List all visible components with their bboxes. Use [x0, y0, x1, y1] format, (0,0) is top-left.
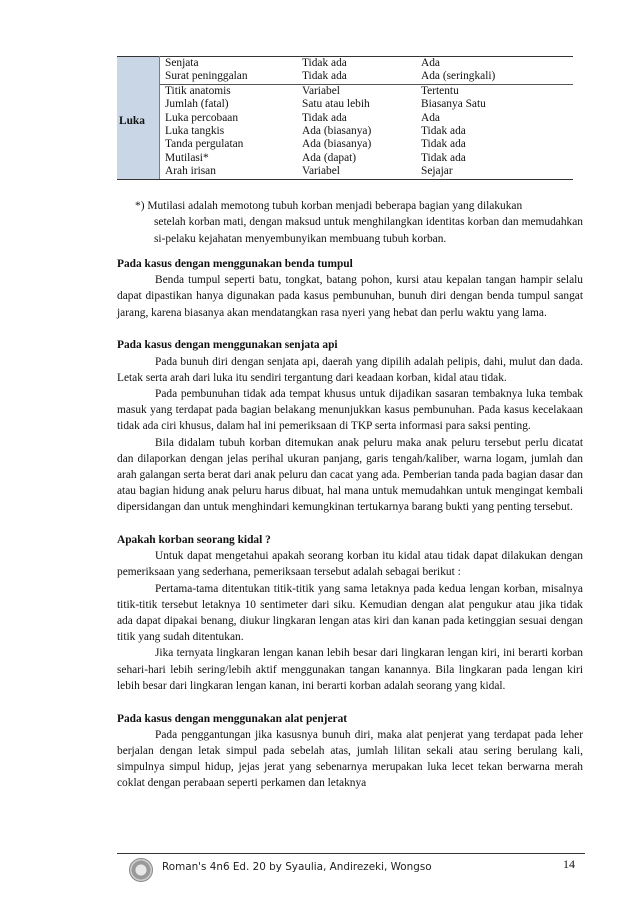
- table-row: [117, 70, 573, 84]
- table-row: [117, 57, 573, 71]
- paragraph: Pada bunuh diri dengan senjata api, daerah yang dipilih adalah pelipis, dahi, mulut dan dada. Letak serta arah dari luka itu sendiri tergantung dari keadaan korban, kidal atau tidak.: [117, 355, 583, 384]
- table-cell: Senjata: [160, 57, 298, 71]
- table-cell: Tertentu: [421, 84, 459, 97]
- table-cell: Jumlah (fatal): [165, 98, 229, 111]
- section-firearm: [117, 337, 583, 515]
- table-row: [117, 98, 573, 111]
- table-cell: Tidak ada: [421, 125, 466, 138]
- comparison-table: [117, 56, 573, 180]
- mutilation-footnote: [135, 198, 583, 247]
- section-blunt-object: [117, 256, 583, 321]
- table-row: [117, 125, 573, 138]
- table-row: [117, 84, 573, 98]
- table-cell: Arah irisan: [160, 165, 298, 179]
- table-cell: Surat peninggalan: [160, 70, 298, 84]
- seal-logo-icon: [129, 858, 153, 882]
- section-heading: Pada kasus dengan menggunakan alat penjerat: [117, 712, 348, 725]
- paragraph: Pada penggantungan jika kasusnya bunuh diri, maka alat penjerat yang terdapat pada leher berjalan dengan letak simpul pada sebelah atas, jumlah lilitan sekali atau sering berulang kali, simpulnya simpul hidup, jejas jerat yang sebenarnya merupakan luka lecet tekan berwarna merah coklat dengan perabaan seperti perkamen dan letaknya: [117, 728, 583, 790]
- section-left-handed: [117, 532, 583, 694]
- section-heading: Pada kasus dengan menggunakan senjata api: [117, 339, 338, 352]
- table-cell: Luka percobaan: [165, 111, 239, 124]
- table-cell: Tidak ada: [297, 57, 416, 71]
- table-cell: Ada: [421, 111, 440, 124]
- section-strangulation: [117, 711, 583, 792]
- table-cell: Biasanya Satu: [421, 98, 486, 111]
- footer-divider: [117, 853, 585, 854]
- table-cell: Satu atau lebih: [302, 98, 370, 111]
- table-cell: Ada (biasanya): [302, 125, 372, 138]
- table-cell: Ada (seringkali): [416, 70, 573, 84]
- table-cell: Ada: [416, 57, 573, 71]
- paragraph: Pertama-tama ditentukan titik-titik yang sama letaknya pada kedua lengan korban, misalnya titik-titik tersebut letaknya 10 sentimeter dari siku. Kemudian dengan alat pengukur atau jika tidak ada dapat dipakai benang, diukur lingkaran lengan atas kiri dan kanan pada ketinggian sesuai dengan titik yang sudah ditentukan.: [117, 582, 583, 644]
- table-cell: Tanda pergulatan: [165, 138, 244, 151]
- section-heading: Pada kasus dengan menggunakan benda tumpul: [117, 258, 353, 270]
- footnote-continuation: setelah korban mati, dengan maksud untuk menghilangkan identitas korban dan memudahkan si-pelaku kejahatan menyembunyikan membuang tubuh korban.: [154, 216, 583, 245]
- table-row: [117, 112, 573, 125]
- paragraph: Bila didalam tubuh korban ditemukan anak peluru maka anak peluru tersebut perlu dicatat dan dilaporkan dengan jelas perihal ukuran panjang, garis tengah/kaliber, warna logam, jumlah dan arah galangan serta berat dari anak peluru dan cacat yang ada. Pemberian tanda pada bagian dasar dan atau bagian hidung anak peluru harus dibuat, hal mana untuk memudahkan untuk mengingat kembali dipersidangan dan untuk menghindari kemungkinan tertukarnya barang bukti yang penting tersebut.: [117, 436, 583, 514]
- table-cell: Tidak ada: [297, 70, 416, 84]
- table-cell: Variabel: [302, 84, 340, 97]
- table-row: [117, 138, 573, 151]
- table-row: [117, 165, 573, 179]
- table-cell: Titik anatomis: [165, 84, 231, 97]
- footer-credit: Roman's 4n6 Ed. 20 by Syaulia, Andirezeki, Wongso: [162, 861, 432, 873]
- table-cell: Variabel: [297, 165, 416, 179]
- table-cell: Mutilasi*: [165, 151, 209, 164]
- table-cell: Luka tangkis: [165, 125, 225, 138]
- table-cell: Sejajar: [416, 165, 573, 179]
- paragraph: Untuk dapat mengetahui apakah seorang korban itu kidal atau tidak dapat dilakukan dengan pemeriksaan yang sederhana, pemeriksaan tersebut adalah sebagai berikut :: [117, 550, 583, 579]
- table-cell: Tidak ada: [421, 151, 466, 164]
- paragraph: Benda tumpul seperti batu, tongkat, batang pohon, kursi atau kepalan tangan hampir selalu dapat dipastikan hanya digunakan pada kasus pembunuhan, bunuh diri dengan benda tumpul sangat jarang, karena biasanya akan mendatangkan rasa nyeri yang hebat dan perlu waktu yang lama.: [117, 274, 583, 319]
- footnote-first-line: *) Mutilasi adalah memotong tubuh korban menjadi beberapa bagian yang dilakukan: [135, 200, 523, 212]
- main-content: [117, 256, 583, 808]
- paragraph: Pada pembunuhan tidak ada tempat khusus untuk dijadikan sasaran tembaknya luka tembak masuk yang terdapat pada bagian belakang menunjukkan kasus pembunuhan. Pada kasus kecelakaan tidak ada ciri khusus, dalam hal ini pemeriksaan di TKP serta informasi para saksi penting.: [117, 387, 583, 433]
- table-row: [117, 152, 573, 165]
- table-cell: Ada (biasanya): [302, 138, 372, 151]
- table-cell: Tidak ada: [421, 138, 466, 151]
- table-cell: Tidak ada: [302, 111, 347, 124]
- section-heading: Apakah korban seorang kidal ?: [117, 534, 271, 547]
- category-cell: [117, 57, 160, 180]
- table-cell: Ada (dapat): [302, 151, 357, 164]
- paragraph: Jika ternyata lingkaran lengan kanan lebih besar dari lingkaran lengan kiri, ini berarti korban sehari-hari lebih sering/lebih aktif menggunakan tangan kanannya. Bila lingkaran pada lengan kiri lebih besar dari lingkaran lengan kanan, ini berarti korban adalah seorang yang kidal.: [117, 647, 583, 692]
- page-number: 14: [563, 857, 575, 871]
- category-label: Luka: [119, 115, 145, 128]
